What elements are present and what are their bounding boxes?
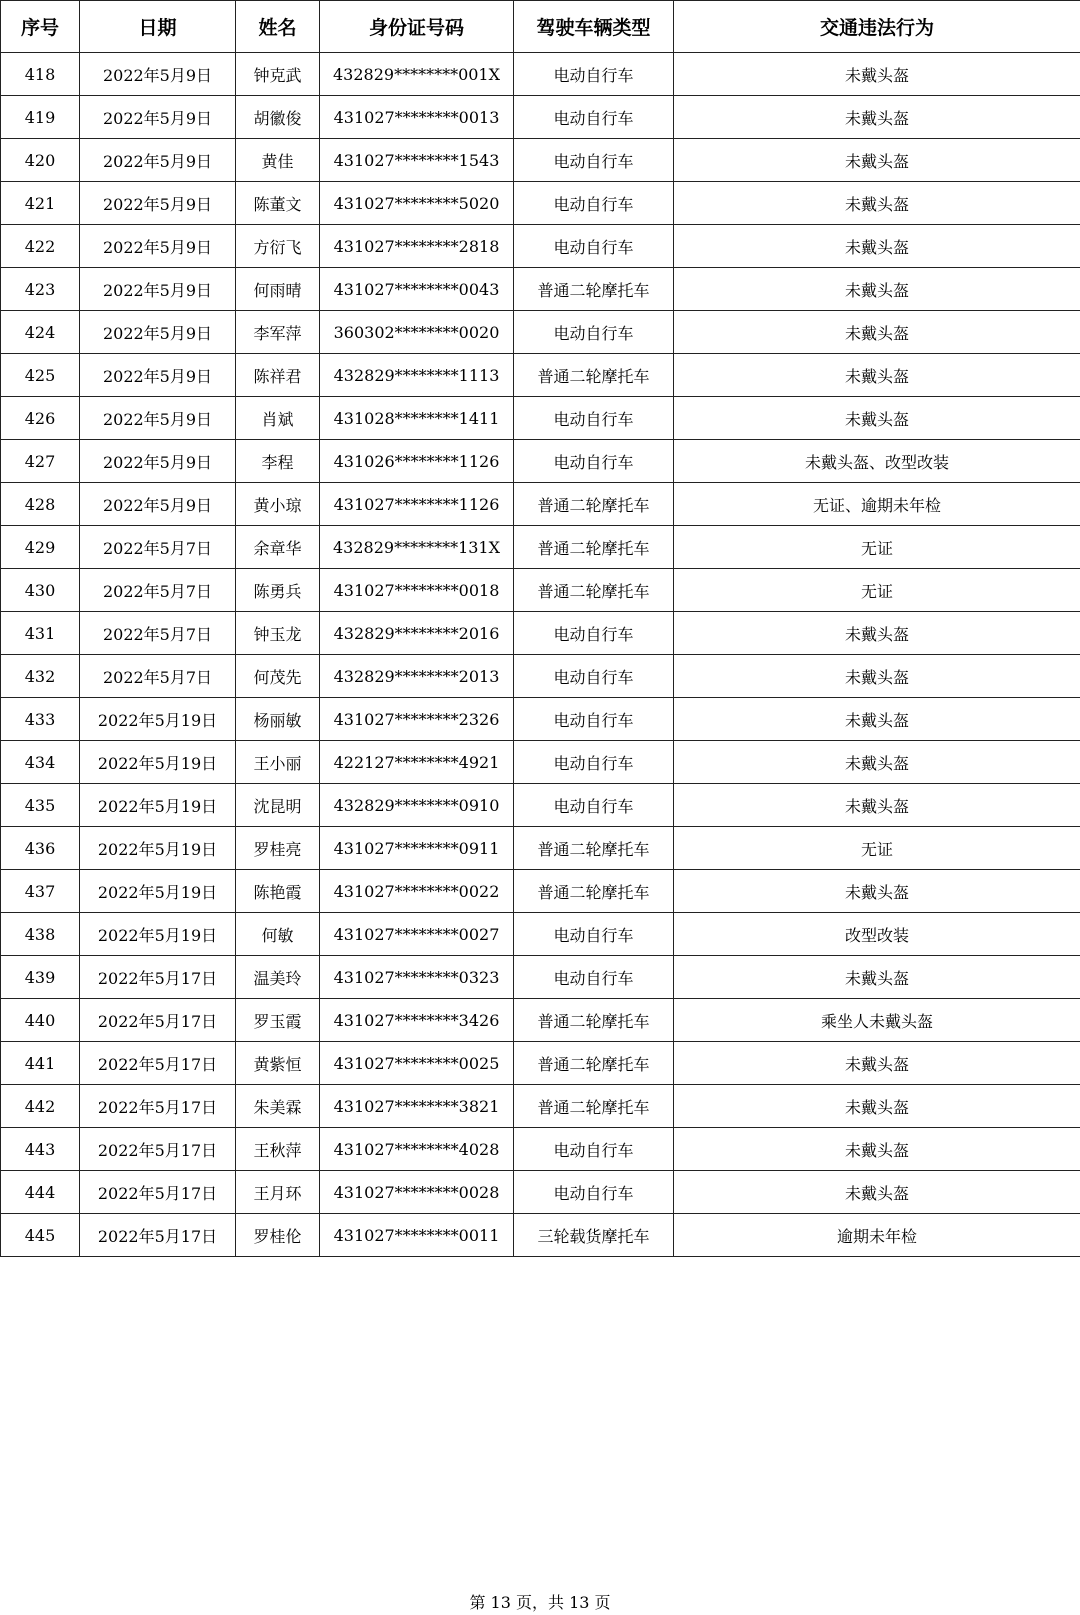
cell-violation: 无证、逾期未年检 [674, 483, 1080, 526]
cell-serial-number: 421 [1, 182, 80, 225]
cell-violation: 未戴头盔 [674, 268, 1080, 311]
cell-name: 王月环 [236, 1171, 320, 1214]
cell-serial-number: 432 [1, 655, 80, 698]
cell-name: 黄小琼 [236, 483, 320, 526]
cell-vehicle-type: 三轮载货摩托车 [514, 1214, 674, 1257]
header-date: 日期 [80, 1, 236, 53]
cell-serial-number: 440 [1, 999, 80, 1042]
cell-vehicle-type: 电动自行车 [514, 956, 674, 999]
cell-date: 2022年5月9日 [80, 182, 236, 225]
cell-date: 2022年5月17日 [80, 1042, 236, 1085]
cell-violation: 未戴头盔、改型改装 [674, 440, 1080, 483]
cell-id-number: 431027********4028 [320, 1128, 514, 1171]
cell-name: 肖斌 [236, 397, 320, 440]
cell-date: 2022年5月17日 [80, 956, 236, 999]
cell-date: 2022年5月19日 [80, 698, 236, 741]
cell-name: 王秋萍 [236, 1128, 320, 1171]
header-vehicle-type: 驾驶车辆类型 [514, 1, 674, 53]
cell-violation: 未戴头盔 [674, 741, 1080, 784]
table-row [1, 569, 1080, 612]
cell-vehicle-type: 电动自行车 [514, 96, 674, 139]
cell-serial-number: 437 [1, 870, 80, 913]
cell-id-number: 431027********0018 [320, 569, 514, 612]
cell-name: 钟玉龙 [236, 612, 320, 655]
table-row [1, 956, 1080, 999]
cell-name: 胡徽俊 [236, 96, 320, 139]
cell-vehicle-type: 普通二轮摩托车 [514, 999, 674, 1042]
cell-name: 朱美霖 [236, 1085, 320, 1128]
cell-violation: 未戴头盔 [674, 870, 1080, 913]
table-row [1, 311, 1080, 354]
cell-name: 黄佳 [236, 139, 320, 182]
cell-date: 2022年5月17日 [80, 1085, 236, 1128]
cell-violation: 改型改装 [674, 913, 1080, 956]
cell-name: 何茂先 [236, 655, 320, 698]
cell-serial-number: 427 [1, 440, 80, 483]
cell-serial-number: 418 [1, 53, 80, 96]
cell-serial-number: 439 [1, 956, 80, 999]
cell-name: 何雨晴 [236, 268, 320, 311]
cell-id-number: 431027********0022 [320, 870, 514, 913]
cell-serial-number: 444 [1, 1171, 80, 1214]
cell-date: 2022年5月9日 [80, 139, 236, 182]
cell-date: 2022年5月17日 [80, 999, 236, 1042]
cell-date: 2022年5月7日 [80, 612, 236, 655]
cell-name: 罗桂亮 [236, 827, 320, 870]
cell-violation: 无证 [674, 827, 1080, 870]
table-row [1, 225, 1080, 268]
table-row [1, 1042, 1080, 1085]
cell-vehicle-type: 电动自行车 [514, 1128, 674, 1171]
cell-date: 2022年5月7日 [80, 526, 236, 569]
table-row [1, 268, 1080, 311]
cell-serial-number: 431 [1, 612, 80, 655]
cell-serial-number: 423 [1, 268, 80, 311]
cell-date: 2022年5月17日 [80, 1171, 236, 1214]
cell-id-number: 431027********0013 [320, 96, 514, 139]
cell-vehicle-type: 电动自行车 [514, 311, 674, 354]
cell-name: 罗桂伦 [236, 1214, 320, 1257]
cell-vehicle-type: 电动自行车 [514, 397, 674, 440]
table-row [1, 1214, 1080, 1257]
table-row [1, 612, 1080, 655]
cell-serial-number: 420 [1, 139, 80, 182]
cell-violation: 未戴头盔 [674, 354, 1080, 397]
table-row [1, 741, 1080, 784]
page-number-footer: 第 13 页，共 13 页 [469, 1593, 611, 1612]
cell-date: 2022年5月9日 [80, 483, 236, 526]
cell-violation: 未戴头盔 [674, 1171, 1080, 1214]
cell-vehicle-type: 电动自行车 [514, 655, 674, 698]
table-row [1, 870, 1080, 913]
cell-id-number: 431027********1126 [320, 483, 514, 526]
cell-id-number: 431027********3426 [320, 999, 514, 1042]
cell-violation: 乘坐人未戴头盔 [674, 999, 1080, 1042]
table-header-row [1, 1, 1080, 53]
cell-violation: 未戴头盔 [674, 1042, 1080, 1085]
cell-violation: 未戴头盔 [674, 698, 1080, 741]
table-row [1, 139, 1080, 182]
cell-vehicle-type: 普通二轮摩托车 [514, 1085, 674, 1128]
cell-id-number: 431027********0025 [320, 1042, 514, 1085]
cell-name: 沈昆明 [236, 784, 320, 827]
cell-vehicle-type: 电动自行车 [514, 612, 674, 655]
cell-date: 2022年5月19日 [80, 827, 236, 870]
cell-violation: 未戴头盔 [674, 225, 1080, 268]
cell-name: 李军萍 [236, 311, 320, 354]
table-body [1, 53, 1080, 1257]
cell-vehicle-type: 电动自行车 [514, 741, 674, 784]
cell-serial-number: 436 [1, 827, 80, 870]
cell-violation: 无证 [674, 526, 1080, 569]
cell-serial-number: 430 [1, 569, 80, 612]
cell-vehicle-type: 电动自行车 [514, 913, 674, 956]
cell-vehicle-type: 普通二轮摩托车 [514, 268, 674, 311]
cell-id-number: 432829********1113 [320, 354, 514, 397]
cell-id-number: 432829********131X [320, 526, 514, 569]
table-row [1, 182, 1080, 225]
cell-id-number: 422127********4921 [320, 741, 514, 784]
cell-name: 陈董文 [236, 182, 320, 225]
cell-date: 2022年5月9日 [80, 96, 236, 139]
cell-violation: 未戴头盔 [674, 139, 1080, 182]
cell-serial-number: 429 [1, 526, 80, 569]
cell-serial-number: 435 [1, 784, 80, 827]
cell-id-number: 431027********0027 [320, 913, 514, 956]
table-row [1, 698, 1080, 741]
cell-serial-number: 445 [1, 1214, 80, 1257]
cell-vehicle-type: 电动自行车 [514, 182, 674, 225]
cell-name: 杨丽敏 [236, 698, 320, 741]
cell-id-number: 431027********3821 [320, 1085, 514, 1128]
cell-id-number: 432829********2016 [320, 612, 514, 655]
cell-id-number: 431027********0043 [320, 268, 514, 311]
cell-id-number: 431027********0323 [320, 956, 514, 999]
cell-serial-number: 428 [1, 483, 80, 526]
cell-id-number: 431026********1126 [320, 440, 514, 483]
cell-serial-number: 438 [1, 913, 80, 956]
cell-name: 钟克武 [236, 53, 320, 96]
header-id-number: 身份证号码 [320, 1, 514, 53]
cell-date: 2022年5月17日 [80, 1214, 236, 1257]
cell-violation: 未戴头盔 [674, 956, 1080, 999]
cell-name: 黄紫恒 [236, 1042, 320, 1085]
cell-serial-number: 425 [1, 354, 80, 397]
table-row [1, 1085, 1080, 1128]
cell-date: 2022年5月9日 [80, 225, 236, 268]
cell-vehicle-type: 普通二轮摩托车 [514, 526, 674, 569]
cell-violation: 未戴头盔 [674, 182, 1080, 225]
cell-id-number: 431027********0011 [320, 1214, 514, 1257]
cell-vehicle-type: 电动自行车 [514, 225, 674, 268]
cell-serial-number: 422 [1, 225, 80, 268]
cell-name: 罗玉霞 [236, 999, 320, 1042]
cell-date: 2022年5月19日 [80, 784, 236, 827]
cell-serial-number: 424 [1, 311, 80, 354]
cell-id-number: 432829********2013 [320, 655, 514, 698]
cell-vehicle-type: 普通二轮摩托车 [514, 354, 674, 397]
cell-id-number: 431027********1543 [320, 139, 514, 182]
cell-name: 王小丽 [236, 741, 320, 784]
table-row [1, 440, 1080, 483]
cell-date: 2022年5月17日 [80, 1128, 236, 1171]
cell-vehicle-type: 电动自行车 [514, 784, 674, 827]
cell-vehicle-type: 普通二轮摩托车 [514, 870, 674, 913]
cell-date: 2022年5月9日 [80, 311, 236, 354]
cell-vehicle-type: 电动自行车 [514, 139, 674, 182]
cell-vehicle-type: 普通二轮摩托车 [514, 483, 674, 526]
table-row [1, 1171, 1080, 1214]
cell-serial-number: 443 [1, 1128, 80, 1171]
cell-violation: 未戴头盔 [674, 96, 1080, 139]
cell-name: 陈勇兵 [236, 569, 320, 612]
cell-name: 何敏 [236, 913, 320, 956]
cell-serial-number: 426 [1, 397, 80, 440]
cell-vehicle-type: 电动自行车 [514, 440, 674, 483]
header-serial-number: 序号 [1, 1, 80, 53]
cell-id-number: 431027********2818 [320, 225, 514, 268]
cell-id-number: 431027********5020 [320, 182, 514, 225]
cell-date: 2022年5月7日 [80, 655, 236, 698]
cell-date: 2022年5月7日 [80, 569, 236, 612]
cell-name: 温美玲 [236, 956, 320, 999]
cell-date: 2022年5月9日 [80, 53, 236, 96]
cell-serial-number: 442 [1, 1085, 80, 1128]
cell-vehicle-type: 电动自行车 [514, 1171, 674, 1214]
cell-violation: 未戴头盔 [674, 784, 1080, 827]
table-row [1, 526, 1080, 569]
cell-vehicle-type: 普通二轮摩托车 [514, 827, 674, 870]
table-row [1, 96, 1080, 139]
cell-date: 2022年5月19日 [80, 913, 236, 956]
cell-id-number: 431027********2326 [320, 698, 514, 741]
header-violation: 交通违法行为 [674, 1, 1080, 53]
table-row [1, 827, 1080, 870]
table-row [1, 354, 1080, 397]
table-row [1, 784, 1080, 827]
cell-violation: 未戴头盔 [674, 1085, 1080, 1128]
cell-serial-number: 419 [1, 96, 80, 139]
cell-vehicle-type: 电动自行车 [514, 698, 674, 741]
cell-date: 2022年5月9日 [80, 397, 236, 440]
cell-date: 2022年5月9日 [80, 268, 236, 311]
cell-serial-number: 441 [1, 1042, 80, 1085]
cell-name: 余章华 [236, 526, 320, 569]
cell-vehicle-type: 普通二轮摩托车 [514, 1042, 674, 1085]
cell-violation: 未戴头盔 [674, 612, 1080, 655]
cell-serial-number: 433 [1, 698, 80, 741]
cell-date: 2022年5月9日 [80, 354, 236, 397]
cell-violation: 未戴头盔 [674, 53, 1080, 96]
cell-id-number: 431027********0028 [320, 1171, 514, 1214]
cell-violation: 未戴头盔 [674, 397, 1080, 440]
cell-vehicle-type: 电动自行车 [514, 53, 674, 96]
header-name: 姓名 [236, 1, 320, 53]
cell-id-number: 431027********0911 [320, 827, 514, 870]
cell-violation: 未戴头盔 [674, 311, 1080, 354]
cell-id-number: 432829********0910 [320, 784, 514, 827]
cell-date: 2022年5月9日 [80, 440, 236, 483]
cell-violation: 逾期未年检 [674, 1214, 1080, 1257]
cell-name: 陈祥君 [236, 354, 320, 397]
cell-violation: 未戴头盔 [674, 1128, 1080, 1171]
cell-date: 2022年5月19日 [80, 870, 236, 913]
cell-id-number: 360302********0020 [320, 311, 514, 354]
cell-name: 陈艳霞 [236, 870, 320, 913]
cell-id-number: 431028********1411 [320, 397, 514, 440]
cell-violation: 未戴头盔 [674, 655, 1080, 698]
cell-vehicle-type: 普通二轮摩托车 [514, 569, 674, 612]
cell-date: 2022年5月19日 [80, 741, 236, 784]
cell-name: 李程 [236, 440, 320, 483]
table-row [1, 397, 1080, 440]
cell-name: 方衍飞 [236, 225, 320, 268]
cell-id-number: 432829********001X [320, 53, 514, 96]
table-row [1, 483, 1080, 526]
cell-violation: 无证 [674, 569, 1080, 612]
table-row [1, 1128, 1080, 1171]
table-row [1, 913, 1080, 956]
table-row [1, 999, 1080, 1042]
table-row [1, 655, 1080, 698]
table-row [1, 53, 1080, 96]
cell-serial-number: 434 [1, 741, 80, 784]
